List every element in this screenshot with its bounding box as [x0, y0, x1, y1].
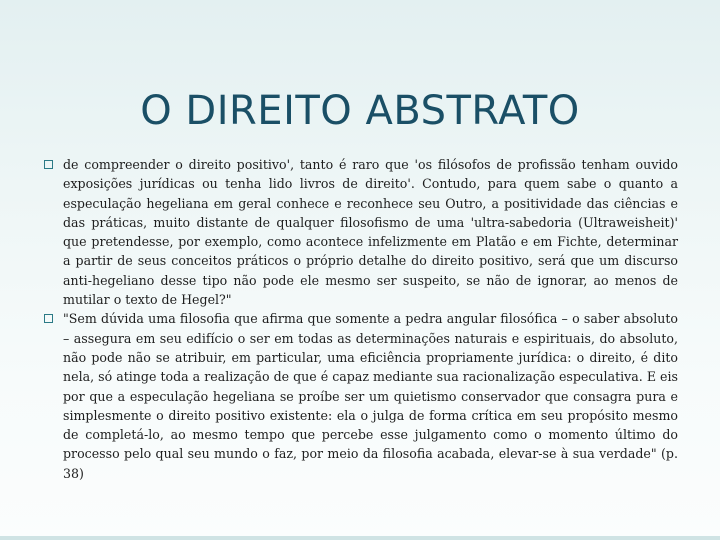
bullet-text-1: de compreender o direito positivo', tanto é raro que 'os filósofos de profissão tenham ouvido exposições jurídicas ou tenha lido livros de direito'. Contudo, para quem sabe o quanto a especulação hegeliana em geral conhece e reconhece seu Outro, a positividade das ciências e das práticas, muito distante de qualquer filosofismo de uma 'ultra-sabedoria (Ultraweisheit)' que pretendesse, por exemplo, como acontece infelizmente em Platão e em Fichte, determinar a partir de seus conceitos práticos o próprio detalhe do direito positivo, será que um discurso anti-hegeliano desse tipo não pode ele mesmo ser suspeito, se não de ignorar, ao menos de mutilar o texto de Hegel?" — [63, 157, 678, 308]
bullet-item-2 — [44, 309, 678, 483]
slide-title: O DIREITO ABSTRATO — [140, 88, 580, 134]
bullet-text-2: "Sem dúvida uma filosofia que afirma que somente a pedra angular filosófica – o saber absoluto – assegura em seu edifício o ser em todas as determinações naturais e espirituais, do absoluto, não pode não se atribuir, em particular, uma eficiência propriamente jurídica: o direito, é dito nela, só atinge toda a realização de que é capaz mediante sua racionalização especulativa. E eis por que a especulação hegeliana se proíbe ser um quietismo conservador que consagra pura e simplesmente o direito positivo existente: ela o julga de forma crítica em seu propósito mesmo de completá-lo, ao mesmo tempo que percebe esse julgamento como o momento último do processo pelo qual seu mundo o faz, por meio da filosofia acabada, elevar-se à sua verdade" (p. 38) — [63, 311, 678, 481]
bullet-item-1 — [44, 155, 678, 309]
square-bullet-icon — [44, 314, 53, 323]
bullet-list — [44, 155, 678, 483]
square-bullet-icon — [44, 160, 53, 169]
